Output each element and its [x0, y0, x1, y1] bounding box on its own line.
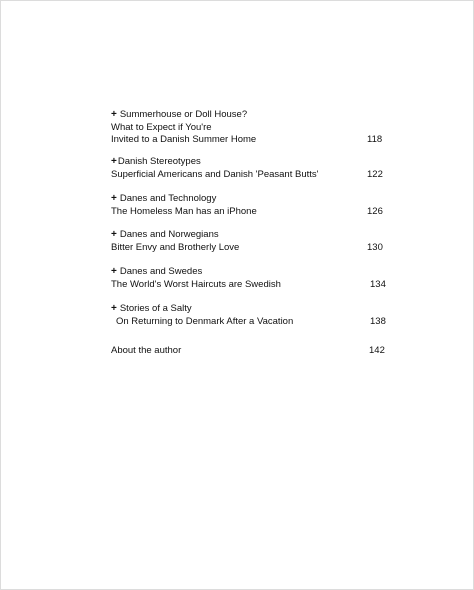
toc-entry-title: Summerhouse or Doll House? — [119, 109, 248, 120]
toc-page-number: 134 — [370, 279, 386, 290]
plus-icon: + — [111, 303, 117, 314]
plus-icon: + — [111, 156, 117, 167]
toc-entry-subtitle: Invited to a Danish Summer Home — [111, 134, 257, 145]
toc-entry-heading — [111, 303, 192, 315]
toc-entry-subtitle: Superficial Americans and Danish 'Peasant Butts' — [111, 169, 319, 180]
plus-icon: + — [111, 193, 117, 204]
toc-entry-subtitle: The Homeless Man has an iPhone — [111, 206, 257, 217]
toc-entry-heading — [111, 193, 216, 205]
plus-icon: + — [111, 266, 117, 277]
toc-entry-subtitle: On Returning to Denmark After a Vacation — [116, 316, 294, 327]
toc-entry-title: Danes and Swedes — [119, 266, 203, 277]
toc-page-number: 122 — [367, 169, 383, 180]
toc-entry-heading — [111, 156, 201, 168]
toc-entry-heading — [111, 229, 219, 241]
toc-about-author: About the author — [111, 345, 182, 356]
toc-page-number: 130 — [367, 242, 383, 253]
toc-entry-title: Stories of a Salty — [119, 303, 192, 314]
toc-entry-title: Danes and Technology — [119, 193, 217, 204]
toc-entry-title: Danish Stereotypes — [117, 156, 201, 167]
toc-entry-subtitle: Bitter Envy and Brotherly Love — [111, 242, 240, 253]
plus-icon: + — [111, 229, 117, 240]
toc-entry-subtitle: What to Expect if You're — [111, 122, 212, 133]
toc-page-number: 142 — [369, 345, 385, 356]
toc-entry-title: Danes and Norwegians — [119, 229, 219, 240]
toc-page-number: 126 — [367, 206, 383, 217]
toc-entry-heading — [111, 109, 247, 121]
toc-page-number: 138 — [370, 316, 386, 327]
toc-entry-heading — [111, 266, 202, 278]
toc-page-number: 118 — [367, 134, 383, 145]
toc-entry-subtitle: The World's Worst Haircuts are Swedish — [111, 279, 281, 290]
plus-icon: + — [111, 109, 117, 120]
